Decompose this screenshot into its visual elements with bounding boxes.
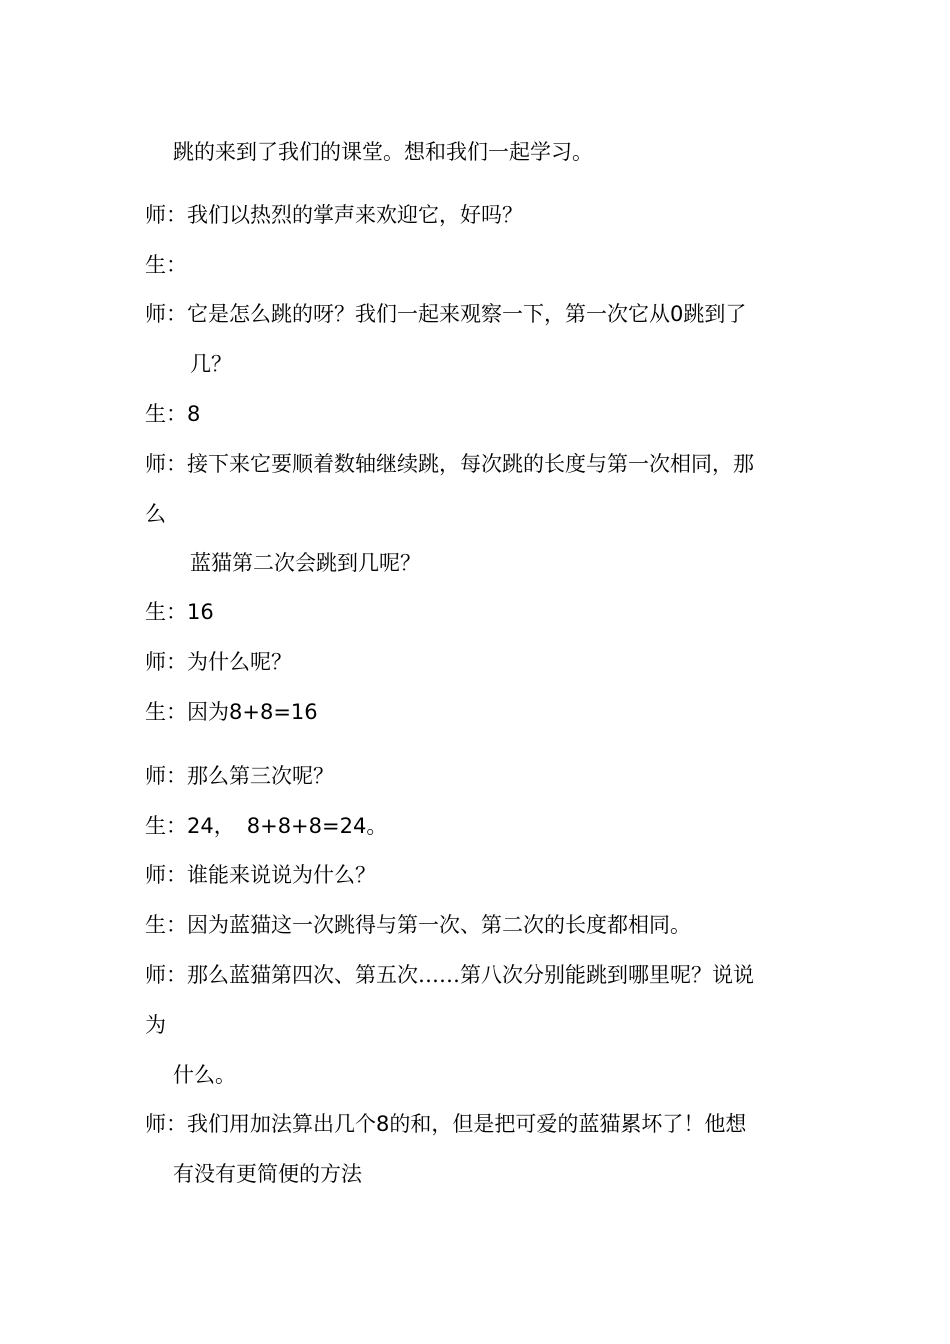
number: 8 [376, 1112, 390, 1136]
text: 师：谁能来说说为什么？ [145, 863, 376, 887]
text-line-13 [145, 762, 334, 790]
text-line-17 [145, 961, 754, 989]
text: 生：因为蓝猫这一次跳得与第一次、第二次的长度都相同。 [145, 913, 691, 937]
text-line-19 [173, 1061, 236, 1089]
text: 几？ [190, 352, 232, 376]
equation: 8+8=16 [229, 700, 318, 724]
text-line-16 [145, 911, 691, 939]
text-line-15 [145, 861, 376, 889]
text-line-3 [145, 251, 187, 279]
text-line-14 [145, 812, 387, 840]
text: 有没有更简便的方法 [173, 1162, 362, 1186]
text: 跳的来到了我们的课堂。想和我们一起学习。 [173, 140, 593, 164]
text: 师：那么第三次呢？ [145, 764, 334, 788]
text-line-12 [145, 698, 318, 726]
text-line-5 [190, 350, 232, 378]
text-line-8 [145, 500, 166, 528]
text: 生： [145, 253, 187, 277]
text: 为 [145, 1013, 166, 1037]
text-line-2 [145, 201, 523, 229]
text-line-21 [173, 1160, 362, 1188]
text: 跳到了 [683, 302, 747, 326]
text: 师：接下来它要顺着数轴继续跳，每次跳的长度与第一次相同，那 [145, 452, 754, 476]
text: 师：为什么呢？ [145, 650, 292, 674]
text: 生： [145, 600, 187, 624]
text-line-9 [190, 549, 421, 577]
text: 。 [366, 814, 388, 838]
text-line-6 [145, 400, 200, 428]
text-line-7 [145, 450, 754, 478]
text-line-18 [145, 1011, 166, 1039]
text: 师：我们以热烈的掌声来欢迎它，好吗？ [145, 203, 523, 227]
text: 师：它是怎么跳的呀？我们一起来观察一下，第一次它从 [145, 302, 670, 326]
text-line-4 [145, 300, 746, 328]
text: 师：那么蓝猫第四次、第五次……第八次分别能跳到哪里呢？说说 [145, 963, 754, 987]
number: 24， [187, 814, 235, 838]
text: 蓝猫第二次会跳到几呢？ [190, 551, 421, 575]
number: 0 [670, 302, 684, 326]
text: 生： [145, 402, 187, 426]
number: 16 [187, 600, 214, 624]
text: 的和，但是把可爱的蓝猫累坏了！他想 [389, 1112, 747, 1136]
text: 师：我们用加法算出几个 [145, 1112, 376, 1136]
text-line-20 [145, 1110, 746, 1138]
text: 生：因为 [145, 700, 229, 724]
text-line-11 [145, 648, 292, 676]
equation: 8+8+8=24 [246, 814, 367, 838]
text: 生： [145, 814, 187, 838]
number: 8 [187, 402, 201, 426]
text-line-10 [145, 598, 214, 626]
text: 么 [145, 502, 166, 526]
text: 什么。 [173, 1063, 236, 1087]
text-line-1 [173, 138, 593, 166]
